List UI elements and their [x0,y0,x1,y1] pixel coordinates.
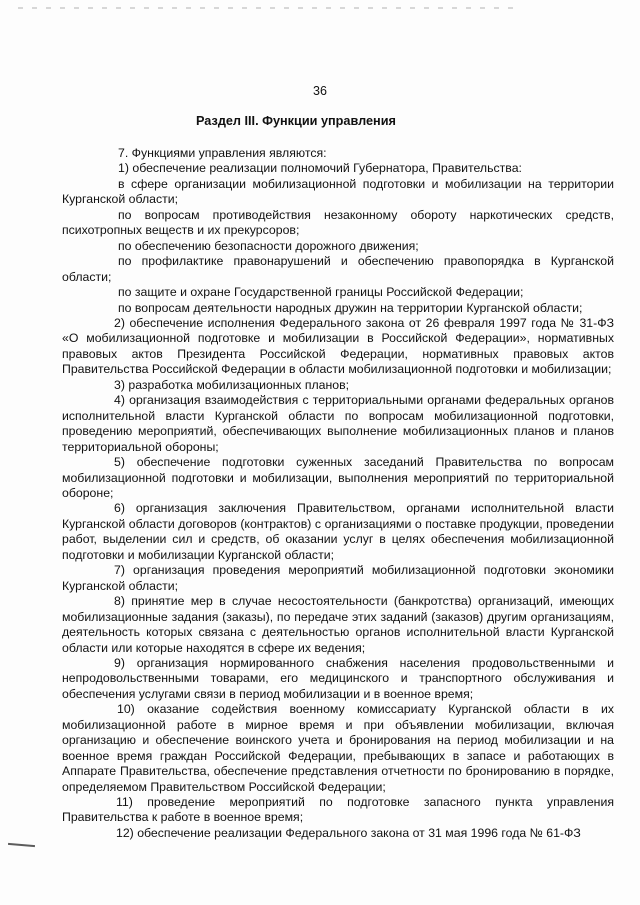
paragraph: в сфере организации мобилизационной подготовки и мобилизации на территории Курганской области; [62,176,614,207]
paragraph: 7. Функциями управления являются: [118,146,327,160]
pen-mark [8,843,35,847]
paragraph: 6) организация заключения Правительством, органами исполнительной власти Курганской области договоров (контрактов) с организациями о поставке продукции, проведении работ, выделении сил и средств, об оказании услуг в целях обеспечения мобилизационной подготовки и мобилизации Курганской области; [62,501,614,562]
paragraph: 9) организация нормированного снабжения населения продовольственными и непродовольственными товарами, его медицинского и транспортного обслуживания и обеспечения услугами связи в период мобилизации и в военное время; [62,655,614,701]
paragraph: 12) обеспечение реализации Федерального закона от 31 мая 1996 года № 61-ФЗ [116,825,581,840]
scan-noise [18,7,520,9]
paragraph: 1) обеспечение реализации полномочий Губернатора, Правительства: [118,161,522,176]
paragraph: 7) организация проведения мероприятий мобилизационной подготовки экономики Курганской области; [62,563,614,593]
section-title: Раздел III. Функции управления [196,114,396,128]
paragraph: по вопросам противодействия незаконному обороту наркотических средств, психотропных веществ и их прекурсоров; [62,207,614,238]
paragraph: по профилактике правонарушений и обеспечению правопорядка в Курганской области; [62,254,614,284]
document-body [62,146,614,841]
paragraph: 3) разработка мобилизационных планов; [114,377,350,392]
paragraph: 4) организация взаимодействия с территориальными органами федеральных органов исполнительной власти Курганской области по вопросам мобилизационной подготовки, проведению мероприятий, обеспечивающих выполнение мобилизационных планов и планов территориальной обороны; [62,393,614,454]
paragraph: по защите и охране Государственной границы Российской Федерации; [118,285,524,300]
paragraph: 2) обеспечение исполнения Федерального закона от 26 февраля 1997 года № 31-ФЗ «О мобилизационной подготовке и мобилизации в Российской Федерации», нормативных правовых актов Президента Российской Федерации, нормативных правовых актов Правительства Российской Федерации в области мобилизационной подготовки и мобилизации; [62,315,614,377]
paragraph: 8) принятие мер в случае несостоятельности (банкротства) организаций, имеющих мобилизационные задания (заказы), по передаче этих заданий (заказов) другим организациям, деятельность которых связана с деятельностью органов исполнительной власти Курганской области или которые находятся в сфере их ведения; [62,594,614,655]
paragraph: 5) обеспечение подготовки суженных заседаний Правительства по вопросам мобилизационной подготовки и мобилизации, выполнения мероприятий по территориальной обороне; [62,455,614,500]
paragraph: по вопросам деятельности народных дружин на территории Курганской области; [118,300,583,315]
paragraph: по обеспечению безопасности дорожного движения; [118,238,419,253]
paragraph: 10) оказание содействия военному комиссариату Курганской области в их мобилизационной работе в мирное время и при объявлении мобилизации, включая организацию и обеспечение воинского учета и бронирования на период мобилизации и на военное время граждан Российской Федерации, пребывающих в запасе и работающих в Аппарате Правительства, обеспечение представления отчетности по бронированию в порядке, определяемом Правительством Российской Федерации; [62,702,614,794]
paragraph: 11) проведение мероприятий по подготовке запасного пункта управления Правительства к работе в военное время; [62,795,614,825]
page-number: 36 [313,84,327,98]
